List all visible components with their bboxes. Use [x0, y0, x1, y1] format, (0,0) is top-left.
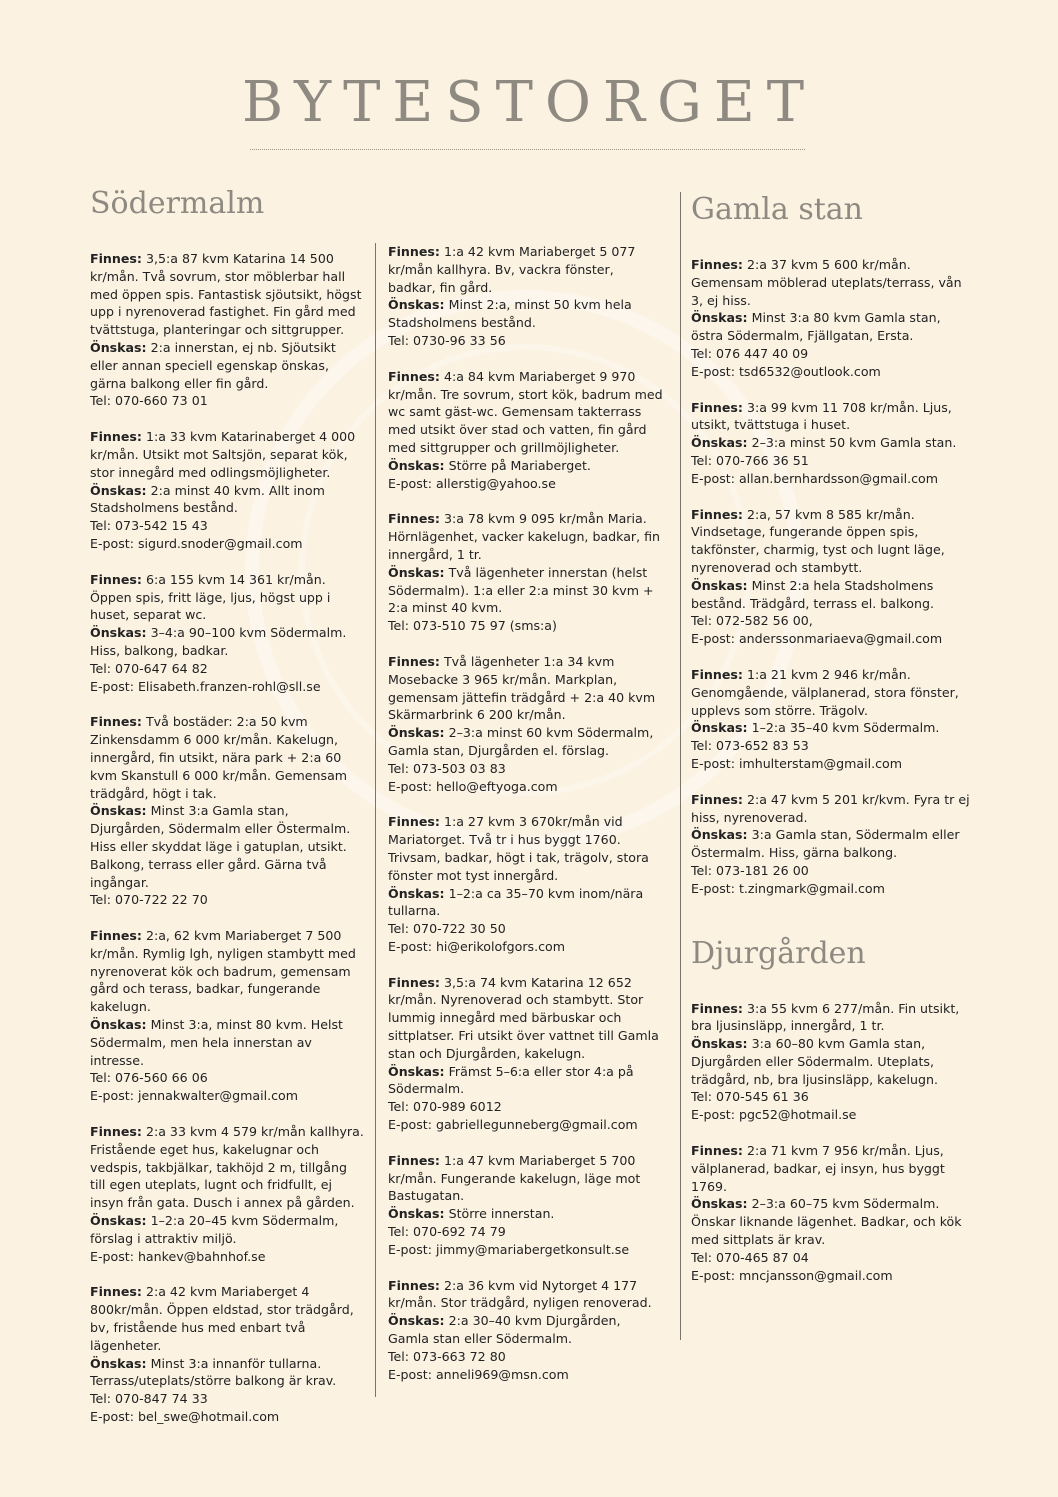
listing	[691, 666, 976, 773]
wanted-text: 1–2:a 20–45 kvm Södermalm, förslag i attraktiv miljö.	[90, 1213, 339, 1246]
listing-offer	[388, 974, 664, 1063]
wanted-text: 2:a 30–40 kvm Djurgården, Gamla stan eller Södermalm.	[388, 1313, 621, 1347]
offer-label: Finnes:	[691, 1000, 743, 1016]
listing-phone: Tel: 076-560 66 06	[90, 1070, 208, 1086]
listing-offer	[388, 653, 664, 724]
listing-offer	[691, 791, 976, 827]
wanted-label: Önskas:	[691, 310, 748, 326]
wanted-label: Önskas:	[90, 1017, 147, 1033]
column-1	[90, 186, 366, 1444]
listing	[388, 510, 664, 635]
listing	[388, 368, 664, 493]
offer-text: 1:a 47 kvm Mariaberget 5 700 kr/mån. Fungerande kakelugn, läge mot Bastugatan.	[388, 1152, 641, 1204]
wanted-text: 2–3:a 60–75 kvm Södermalm. Önskar liknande lägenhet. Badkar, och kök med sittplats är krav.	[691, 1196, 962, 1248]
listing	[691, 1000, 976, 1125]
listing	[691, 399, 976, 488]
offer-label: Finnes:	[388, 244, 440, 259]
wanted-text: 3:a 60–80 kvm Gamla stan, Djurgården eller Södermalm. Uteplats, trädgård, nb, bra ljusinsläpp, kakelugn.	[691, 1036, 939, 1087]
listing-phone: Tel: 073-652 83 53	[691, 738, 809, 754]
listing-email: E-post: gabriellegunneberg@gmail.com	[388, 1117, 638, 1133]
wanted-label: Önskas:	[691, 577, 748, 593]
wanted-text: Två lägenheter innerstan (helst Södermalm). 1:a eller 2:a minst 30 kvm + 2:a minst 40 kvm.	[388, 564, 654, 616]
listing-offer	[90, 1283, 366, 1354]
listing-email: E-post: bel_swe@hotmail.com	[90, 1409, 280, 1425]
offer-label: Finnes:	[90, 1284, 142, 1300]
offer-label: Finnes:	[691, 506, 743, 522]
wanted-label: Önskas:	[691, 1036, 748, 1052]
listing	[388, 1152, 664, 1259]
offer-label: Finnes:	[388, 511, 440, 527]
listing-phone: Tel: 072-582 56 00,	[691, 613, 813, 629]
offer-label: Finnes:	[90, 1124, 142, 1140]
listing	[388, 1277, 664, 1384]
listing-offer	[691, 399, 976, 435]
listing-offer	[90, 428, 366, 481]
title-divider	[250, 149, 805, 150]
wanted-text: Minst 3:a 80 kvm Gamla stan, östra Södermalm, Fjällgatan, Ersta.	[691, 310, 941, 344]
listing-wanted	[691, 719, 976, 737]
offer-text: Två bostäder: 2:a 50 kvm Zinkensdamm 6 000 kr/mån. Kakelugn, innergård, fin utsikt, nära park + 2:a 60 kvm Skanstull 6 000 kr/mån. Gemensam trädgård, högt i tak.	[90, 714, 348, 801]
listing-phone: Tel: 070-465 87 04	[691, 1249, 809, 1265]
offer-label: Finnes:	[388, 1277, 440, 1293]
listing-phone: Tel: 070-989 6012	[388, 1099, 502, 1115]
wanted-label: Önskas:	[90, 1355, 147, 1371]
offer-text: 2:a 47 kvm 5 201 kr/kvm. Fyra tr ej hiss, nyrenoverad.	[691, 791, 970, 825]
wanted-text: 3:a Gamla stan, Södermalm eller Östermalm. Hiss, gärna balkong.	[691, 827, 960, 861]
listing-phone: Tel: 0730-96 33 56	[388, 332, 506, 348]
listing	[388, 813, 664, 955]
listing-email: E-post: allan.bernhardsson@gmail.com	[691, 470, 938, 486]
listing-offer	[90, 571, 366, 624]
offer-label: Finnes:	[90, 251, 142, 266]
listing-phone: Tel: 070-545 61 36	[691, 1089, 809, 1105]
wanted-text: Minst 2:a hela Stadsholmens bestånd. Trädgård, terrass el. balkong.	[691, 577, 934, 611]
listing-wanted	[691, 826, 976, 862]
wanted-label: Önskas:	[388, 457, 445, 473]
listing-offer	[90, 1123, 366, 1212]
wanted-text: Större på Mariaberget.	[448, 457, 591, 473]
listing-wanted	[90, 1355, 366, 1391]
listing-phone: Tel: 073-663 72 80	[388, 1348, 506, 1364]
wanted-text: 1–2:a 35–40 kvm Södermalm.	[751, 720, 940, 736]
wanted-label: Önskas:	[691, 435, 748, 451]
listing	[691, 256, 976, 381]
listing-offer	[90, 927, 366, 1016]
listing-phone: Tel: 076 447 40 09	[691, 345, 809, 361]
offer-text: 1:a 42 kvm Mariaberget 5 077 kr/mån kallhyra. Bv, vackra fönster, badkar, fin gård.	[388, 244, 636, 295]
listing-email: E-post: anderssonmariaeva@gmail.com	[691, 631, 943, 647]
listing	[90, 571, 366, 696]
offer-text: 3,5:a 87 kvm Katarina 14 500 kr/mån. Två sovrum, stor möblerbar hall med öppen spis. Fantastisk sjöutsikt, högst upp i nyrenoverad fastighet. Fin gård med tvättstuga, planteringar och sittgrupper.	[90, 251, 362, 338]
listing-offer	[90, 250, 366, 339]
listing-wanted	[388, 457, 664, 475]
listing	[90, 1283, 366, 1425]
wanted-label: Önskas:	[388, 1206, 445, 1222]
wanted-label: Önskas:	[388, 725, 445, 741]
wanted-label: Önskas:	[691, 1196, 748, 1212]
wanted-text: Minst 3:a Gamla stan, Djurgården, Södermalm eller Östermalm. Hiss eller skyddat läge i gatuplan, utsikt. Balkong, terrass eller gård. Gärna två ingångar.	[90, 803, 351, 890]
listing-offer	[691, 506, 976, 577]
offer-text: 2:a, 62 kvm Mariaberget 7 500 kr/mån. Rymlig lgh, nyligen stambytt med nyrenoverat kök och badrum, gemensam gård och terass, badkar, fungerande kakelugn.	[90, 928, 356, 1015]
listing-wanted	[388, 724, 664, 760]
listing-wanted	[90, 624, 366, 660]
offer-label: Finnes:	[90, 429, 142, 445]
offer-label: Finnes:	[691, 666, 743, 682]
wanted-label: Önskas:	[388, 1063, 445, 1079]
offer-label: Finnes:	[388, 814, 440, 830]
wanted-label: Önskas:	[388, 564, 445, 580]
offer-text: 3:a 78 kvm 9 095 kr/mån Maria. Hörnlägenhet, vacker kakelugn, badkar, fin innergård, 1 tr.	[388, 511, 661, 562]
wanted-label: Önskas:	[388, 297, 445, 313]
listing-wanted	[388, 1063, 664, 1099]
wanted-text: 3–4:a 90–100 kvm Södermalm. Hiss, balkong, badkar.	[90, 625, 347, 658]
wanted-label: Önskas:	[388, 1313, 445, 1329]
listing-phone: Tel: 070-722 30 50	[388, 921, 506, 937]
wanted-text: 2:a minst 40 kvm. Allt inom Stadsholmens bestånd.	[90, 482, 325, 516]
offer-text: 4:a 84 kvm Mariaberget 9 970 kr/mån. Tre sovrum, stort kök, badrum med wc samt gäst-wc. Gemensam takterrass med utsikt över stad och vatten, fin gård med sittgrupper och grillmöjligheter.	[388, 368, 663, 455]
listing-email: E-post: Elisabeth.franzen-rohl@sll.se	[90, 678, 321, 694]
offer-text: 2:a 33 kvm 4 579 kr/mån kallhyra. Fristående eget hus, kakelugnar och vedspis, takbjälkar, takhöjd 2 m, tillgång till egen uteplats, lugnt och fridfullt, ej insyn från gata. Dusch i annex på gården.	[90, 1124, 364, 1211]
listing-wanted	[90, 482, 366, 518]
listing-offer	[388, 813, 664, 884]
listing-offer	[388, 1152, 664, 1205]
listing-phone: Tel: 073-542 15 43	[90, 518, 208, 534]
listing-phone: Tel: 070-847 74 33	[90, 1391, 208, 1407]
offer-text: 1:a 27 kvm 3 670kr/mån vid Mariatorget. Två tr i hus byggt 1760. Trivsam, badkar, högt i tak, trägolv, stora fönster mot tyst innergård.	[388, 814, 649, 883]
listing-offer	[691, 666, 976, 719]
wanted-label: Önskas:	[90, 1213, 147, 1229]
section-heading: Djurgården	[691, 935, 866, 971]
listing-phone: Tel: 070-766 36 51	[691, 452, 809, 468]
wanted-text: 2–3:a minst 60 kvm Södermalm, Gamla stan, Djurgården el. förslag.	[388, 725, 654, 758]
listing-phone: Tel: 070-722 22 70	[90, 892, 208, 908]
wanted-text: 2:a innerstan, ej nb. Sjöutsikt eller annan speciell egenskap önskas, gärna balkong eller fin gård.	[90, 339, 336, 391]
listing	[388, 974, 664, 1134]
offer-label: Finnes:	[90, 571, 142, 587]
listing-phone: Tel: 070-647 64 82	[90, 660, 208, 676]
offer-text: 2:a 37 kvm 5 600 kr/mån. Gemensam möblerad uteplats/terrass, vån 3, ej hiss.	[691, 257, 962, 308]
listing-wanted	[90, 339, 366, 392]
listing-offer	[388, 243, 664, 296]
offer-text: 1:a 21 kvm 2 946 kr/mån. Genomgående, välplanerad, stora fönster, upplevs som större. Trägolv.	[691, 666, 959, 718]
listing-wanted	[691, 1035, 976, 1088]
listing-wanted	[388, 1312, 664, 1348]
listing	[691, 1142, 976, 1284]
offer-label: Finnes:	[388, 1152, 440, 1168]
listing-email: E-post: hankev@bahnhof.se	[90, 1248, 266, 1264]
listing-email: E-post: anneli969@msn.com	[388, 1366, 569, 1382]
listing-wanted	[691, 434, 976, 452]
listing-phone: Tel: 073-181 26 00	[691, 862, 809, 878]
listing-wanted	[388, 885, 664, 921]
listing	[90, 927, 366, 1105]
listing-email: E-post: allerstig@yahoo.se	[388, 475, 556, 491]
listing	[388, 653, 664, 795]
page-title: BYTESTORGET	[241, 70, 817, 135]
offer-text: 2:a, 57 kvm 8 585 kr/mån. Vindsetage, fungerande öppen spis, takfönster, charmig, tyst och lugnt läge, nyrenoverad och stambytt.	[691, 506, 945, 575]
listing-wanted	[388, 1205, 664, 1223]
listing-wanted	[90, 1016, 366, 1069]
listing-offer	[388, 368, 664, 457]
listing-email: E-post: hi@erikolofgors.com	[388, 938, 565, 954]
offer-label: Finnes:	[388, 974, 440, 990]
listing-email: E-post: mncjansson@gmail.com	[691, 1267, 893, 1283]
offer-text: 3,5:a 74 kvm Katarina 12 652 kr/mån. Nyrenoverad och stambytt. Stor lummig innegård med bärbuskar och sittplatser. Fri utsikt över vattnet till Gamla stan och Djurgården, kakelugn.	[388, 974, 659, 1061]
listing	[90, 1123, 366, 1265]
listing-offer	[388, 510, 664, 563]
offer-text: 3:a 55 kvm 6 277/mån. Fin utsikt, bra ljusinsläpp, innergård, 1 tr.	[691, 1000, 960, 1034]
listing-email: E-post: jennakwalter@gmail.com	[90, 1088, 299, 1104]
listing	[691, 506, 976, 648]
listing-offer	[388, 1277, 664, 1313]
listing-offer	[90, 713, 366, 802]
listing-phone: Tel: 073-510 75 97 (sms:a)	[388, 618, 557, 634]
listing-email: E-post: imhulterstam@gmail.com	[691, 755, 902, 771]
offer-label: Finnes:	[90, 928, 142, 944]
listing-phone: Tel: 073-503 03 83	[388, 760, 506, 776]
listing-email: E-post: tsd6532@outlook.com	[691, 363, 881, 379]
listing-wanted	[90, 802, 366, 891]
offer-text: 2:a 71 kvm 7 956 kr/mån. Ljus, välplanerad, badkar, ej insyn, hus byggt 1769.	[691, 1143, 945, 1194]
wanted-label: Önskas:	[388, 885, 445, 901]
offer-text: 3:a 99 kvm 11 708 kr/mån. Ljus, utsikt, tvättstuga i huset.	[691, 399, 952, 433]
listing-phone: Tel: 070-660 73 01	[90, 393, 208, 409]
listing-wanted	[691, 309, 976, 345]
section-heading: Södermalm	[90, 186, 265, 221]
listing-wanted	[388, 564, 664, 617]
listing	[90, 250, 366, 410]
listing-wanted	[691, 1195, 976, 1248]
wanted-label: Önskas:	[691, 720, 748, 736]
offer-label: Finnes:	[90, 714, 142, 730]
wanted-label: Önskas:	[691, 827, 748, 843]
listing	[691, 791, 976, 898]
listing-phone: Tel: 070-692 74 79	[388, 1224, 506, 1240]
offer-text: 1:a 33 kvm Katarinaberget 4 000 kr/mån. Utsikt mot Saltsjön, separat kök, stor innegård med odlingsmöjligheter.	[90, 429, 356, 480]
listing-wanted	[388, 296, 664, 332]
listing-offer	[691, 1142, 976, 1195]
offer-label: Finnes:	[691, 1143, 743, 1159]
column-divider	[680, 192, 681, 1340]
wanted-label: Önskas:	[90, 339, 147, 355]
listing	[90, 713, 366, 909]
wanted-text: Minst 3:a innanför tullarna. Terrass/uteplats/större balkong är krav.	[90, 1355, 337, 1389]
column-3	[691, 192, 976, 1302]
column-divider	[375, 243, 376, 1397]
wanted-text: 2–3:a minst 50 kvm Gamla stan.	[751, 435, 957, 451]
section-heading: Gamla stan	[691, 192, 863, 227]
offer-label: Finnes:	[691, 791, 743, 807]
listing-email: E-post: sigurd.snoder@gmail.com	[90, 535, 303, 551]
column-2	[388, 243, 664, 1401]
wanted-text: Minst 3:a, minst 80 kvm. Helst Södermalm, men hela innerstan av intresse.	[90, 1017, 343, 1068]
listing-wanted	[691, 577, 976, 613]
wanted-text: Större innerstan.	[448, 1206, 555, 1222]
offer-label: Finnes:	[388, 653, 440, 669]
offer-label: Finnes:	[691, 399, 743, 415]
wanted-label: Önskas:	[90, 625, 147, 641]
wanted-text: Minst 2:a, minst 50 kvm hela Stadsholmens bestånd.	[388, 297, 632, 331]
listing-email: E-post: jimmy@mariabergetkonsult.se	[388, 1241, 630, 1257]
listing-offer	[691, 1000, 976, 1036]
wanted-label: Önskas:	[90, 482, 147, 498]
wanted-text: 1–2:a ca 35–70 kvm inom/nära tullarna.	[388, 885, 644, 919]
wanted-text: Främst 5–6:a eller stor 4:a på Södermalm.	[388, 1063, 634, 1097]
listing-offer	[691, 256, 976, 309]
offer-text: Två lägenheter 1:a 34 kvm Mosebacke 3 965 kr/mån. Markplan, gemensam jättefin trädgård + 2:a 40 kvm Skärmarbrink 6 200 kr/mån.	[388, 653, 656, 723]
listing	[90, 428, 366, 553]
offer-text: 2:a 42 kvm Mariaberget 4 800kr/mån. Öppen eldstad, stor trädgård, bv, fristående hus med enbart två lägenheter.	[90, 1284, 354, 1353]
listing-email: E-post: pgc52@hotmail.se	[691, 1107, 857, 1123]
listing	[388, 243, 664, 350]
offer-text: 2:a 36 kvm vid Nytorget 4 177 kr/mån. Stor trädgård, nyligen renoverad.	[388, 1277, 652, 1311]
offer-label: Finnes:	[691, 257, 743, 272]
offer-text: 6:a 155 kvm 14 361 kr/mån. Öppen spis, fritt läge, ljus, högst upp i huset, separat wc.	[90, 571, 331, 623]
offer-label: Finnes:	[388, 368, 440, 384]
wanted-label: Önskas:	[90, 803, 147, 819]
listing-wanted	[90, 1212, 366, 1248]
listing-email: E-post: hello@eftyoga.com	[388, 778, 558, 794]
listing-email: E-post: t.zingmark@gmail.com	[691, 880, 885, 896]
